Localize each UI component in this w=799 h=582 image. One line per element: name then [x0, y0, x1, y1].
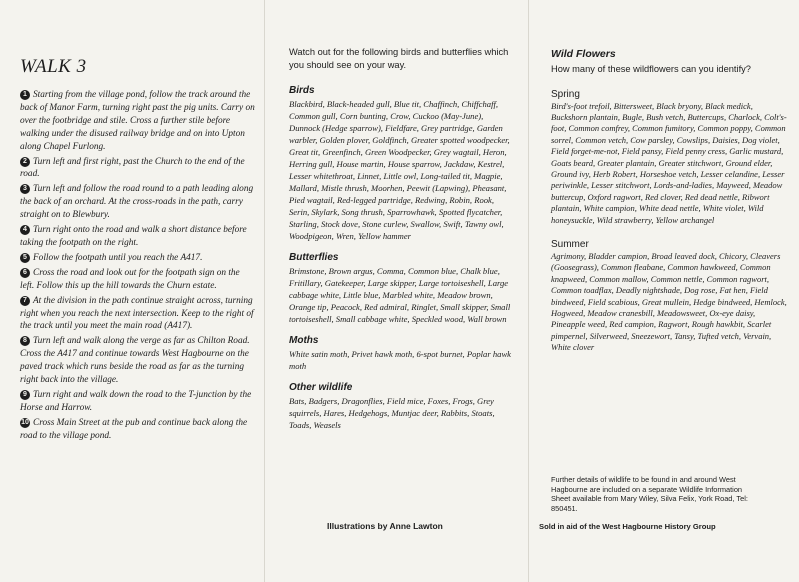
step-number-icon: 1: [20, 90, 30, 100]
summer-heading: Summer: [551, 238, 589, 250]
walk-step: [20, 267, 256, 293]
step-number-icon: 2: [20, 157, 30, 167]
section-heading: Other wildlife: [289, 382, 353, 393]
step-number-icon: 5: [20, 253, 30, 263]
step-text: At the division in the path continue straight across, turning right when you reach the next intersection. Keep to the right of the track until you meet the main road (A417).: [20, 295, 254, 332]
walk-step: [20, 224, 256, 250]
walk-step: [20, 295, 256, 334]
step-number-icon: 3: [20, 184, 30, 194]
walk-directions-panel: [0, 0, 264, 582]
walk-step: [20, 335, 256, 387]
sold-in-aid-note: Sold in aid of the West Hagbourne History Group: [539, 522, 716, 531]
walk-step: [20, 252, 256, 265]
section-heading: Moths: [289, 335, 319, 346]
walk-steps-list: [20, 89, 256, 443]
step-number-icon: 9: [20, 390, 30, 400]
walk-step: [20, 89, 256, 154]
illustration-credit: Illustrations by Anne Lawton: [327, 521, 443, 531]
walk-step: [20, 417, 256, 443]
summer-flowers-text: Agrimony, Bladder campion, Broad leaved dock, Chicory, Cleavers (Goosegrass), Common fleabane, Common hawkweed, Common knapweed, Common mallow, Common nettle, Common ragwort, Common toadflax, Deadly nightshade, Dog rose, Fat hen, Field bindweed, Field scabious, Great mullein, Hedge bindweed, Hemlock, Hogweed, Meadow cranesbill, Meadowsweet, Ox-eye daisy, Pineapple weed, Red campion, Ragwort, Rough hawkbit, Scarlet pimpernel, Silverweed, Sneezewort, Tansy, Tufted vetch, Vervain, White clover: [551, 250, 787, 353]
wildlife-section-butterflies: [289, 252, 516, 325]
spring-heading: Spring: [551, 88, 580, 100]
step-text: Follow the footpath until you reach the A417.: [33, 252, 203, 263]
step-text: Turn left and first right, past the Church to the end of the road.: [20, 156, 245, 180]
further-details-note: Further details of wildlife to be found in and around West Hagbourne are included on a separate Wildlife Information Sheet available from Mary Wiley, Silva Felix, York Road, Tel: 850451.: [551, 475, 748, 513]
step-number-icon: 4: [20, 225, 30, 235]
step-text: Turn left and follow the road round to a path leading along the back of an orchard. At the cross-roads in the path, carry straight on to Blewbury.: [20, 184, 254, 221]
section-heading: Birds: [289, 85, 315, 96]
step-text: Turn left and walk along the verge as far as Chilton Road. Cross the A417 and continue towards West Hagbourne on the paved track which runs beside the road as far as the turning right back into the village.: [20, 336, 250, 386]
section-text: Bats, Badgers, Dragonflies, Field mice, Foxes, Frogs, Grey squirrels, Hares, Hedgehogs, Muntjac deer, Rabbits, Stoats, Toads, Weasels: [289, 396, 495, 430]
wildlife-section-other: [289, 382, 516, 431]
section-text: Blackbird, Black-headed gull, Blue tit, Chaffinch, Chiffchaff, Common gull, Corn bunting, Crow, Cuckoo (May-June), Dunnock (Hedge sparrow), Fieldfare, Grey partridge, Garden warbler, Golden plover, Goldfinch, Greater spotted woodpecker, Great tit, Greenfinch, Green Woodpecker, Grey wagtail, Heron, Herring gull, House martin, House sparrow, Jackdaw, Kestrel, Lesser whitethroat, Linnet, Little owl, Long-tailed tit, Magpie, Mallard, Mistle thrush, Moorhen, Peewit (Lapwing), Pheasant, Pied wagtail, Red-legged partridge, Redwing, Robin, Rook, Serin, Skylark, Song thrush, Sparrowhawk, Spotted flycatcher, Starling, Stock dove, Stone curlew, Swallow, Swift, Tawny owl, Woodpigeon, Wren, Yellow hammer: [289, 99, 510, 241]
wildlife-panel: [264, 0, 528, 582]
walk-title: WALK 3: [20, 56, 87, 77]
section-text: White satin moth, Privet hawk moth, 6-spot burnet, Poplar hawk moth: [289, 349, 511, 371]
section-text: Brimstone, Brown argus, Comma, Common blue, Chalk blue, Fritillary, Gatekeeper, Large skipper, Large tortoiseshell, Large cabbage white, Little blue, Marbled white, Meadow brown, Orange tip, Peacock, Red admiral, Ringlet, Small skipper, Small tortoiseshell, Small cabbage white, Speckled wood, Wall brown: [289, 266, 511, 324]
step-number-icon: 8: [20, 336, 30, 346]
wild-flowers-panel: [528, 0, 799, 582]
wild-flowers-title: Wild Flowers: [551, 48, 616, 60]
wildlife-section-moths: [289, 335, 516, 372]
wild-flowers-question: How many of these wildflowers can you identify?: [551, 64, 751, 74]
step-text: Starting from the village pond, follow the track around the back of Manor Farm, turning right past the pig units. Carry on over the footbridge and stile. Cross a further stile before walking under the disused railway bridge and on into Upton along Chapel Furlong.: [20, 90, 255, 152]
wildlife-intro: Watch out for the following birds and butterflies which you should see on your way.: [289, 47, 509, 70]
walk-step: [20, 183, 256, 222]
walk-step: [20, 156, 256, 182]
step-number-icon: 7: [20, 296, 30, 306]
step-text: Turn right onto the road and walk a short distance before taking the footpath on the right.: [20, 225, 247, 248]
step-text: Cross Main Street at the pub and continue back along the road to the village pond.: [20, 417, 248, 441]
step-text: Cross the road and look out for the footpath sign on the left. Follow this up the hill towards the Churn estate.: [20, 267, 240, 291]
spring-flowers-text: Bird's-foot trefoil, Bittersweet, Black bryony, Black medick, Buckshorn plantain, Bugle, Bush vetch, Buttercups, Charlock, Colt's-foot, Common comfrey, Common fumitory, Common poppy, Common sorrel, Common vetch, Cow parsley, Cowslips, Daisies, Dog violet, Field forget-me-not, Field pansy, Field penny cress, Garlic mustard, Goats beard, Greater plantain, Greater stitchwort, Ground elder, Ground ivy, Herb Robert, Horseshoe vetch, Lesser celandine, Lesser periwinkle, Lesser stitchwort, Lords-and-ladies, Mayweed, Meadow buttercup, Oxford ragwort, Red clover, Red dead nettle, Ribwort plantain, White campion, White dead nettle, White violet, Wild honeysuckle, Wild strawberry, Yellow archangel: [551, 100, 787, 225]
section-heading: Butterflies: [289, 252, 339, 263]
step-text: Turn right and walk down the road to the T-junction by the Horse and Harrow.: [20, 389, 252, 413]
step-number-icon: 6: [20, 268, 30, 278]
wildlife-section-birds: [289, 85, 516, 242]
walk-step: [20, 389, 256, 415]
step-number-icon: 10: [21, 418, 29, 426]
